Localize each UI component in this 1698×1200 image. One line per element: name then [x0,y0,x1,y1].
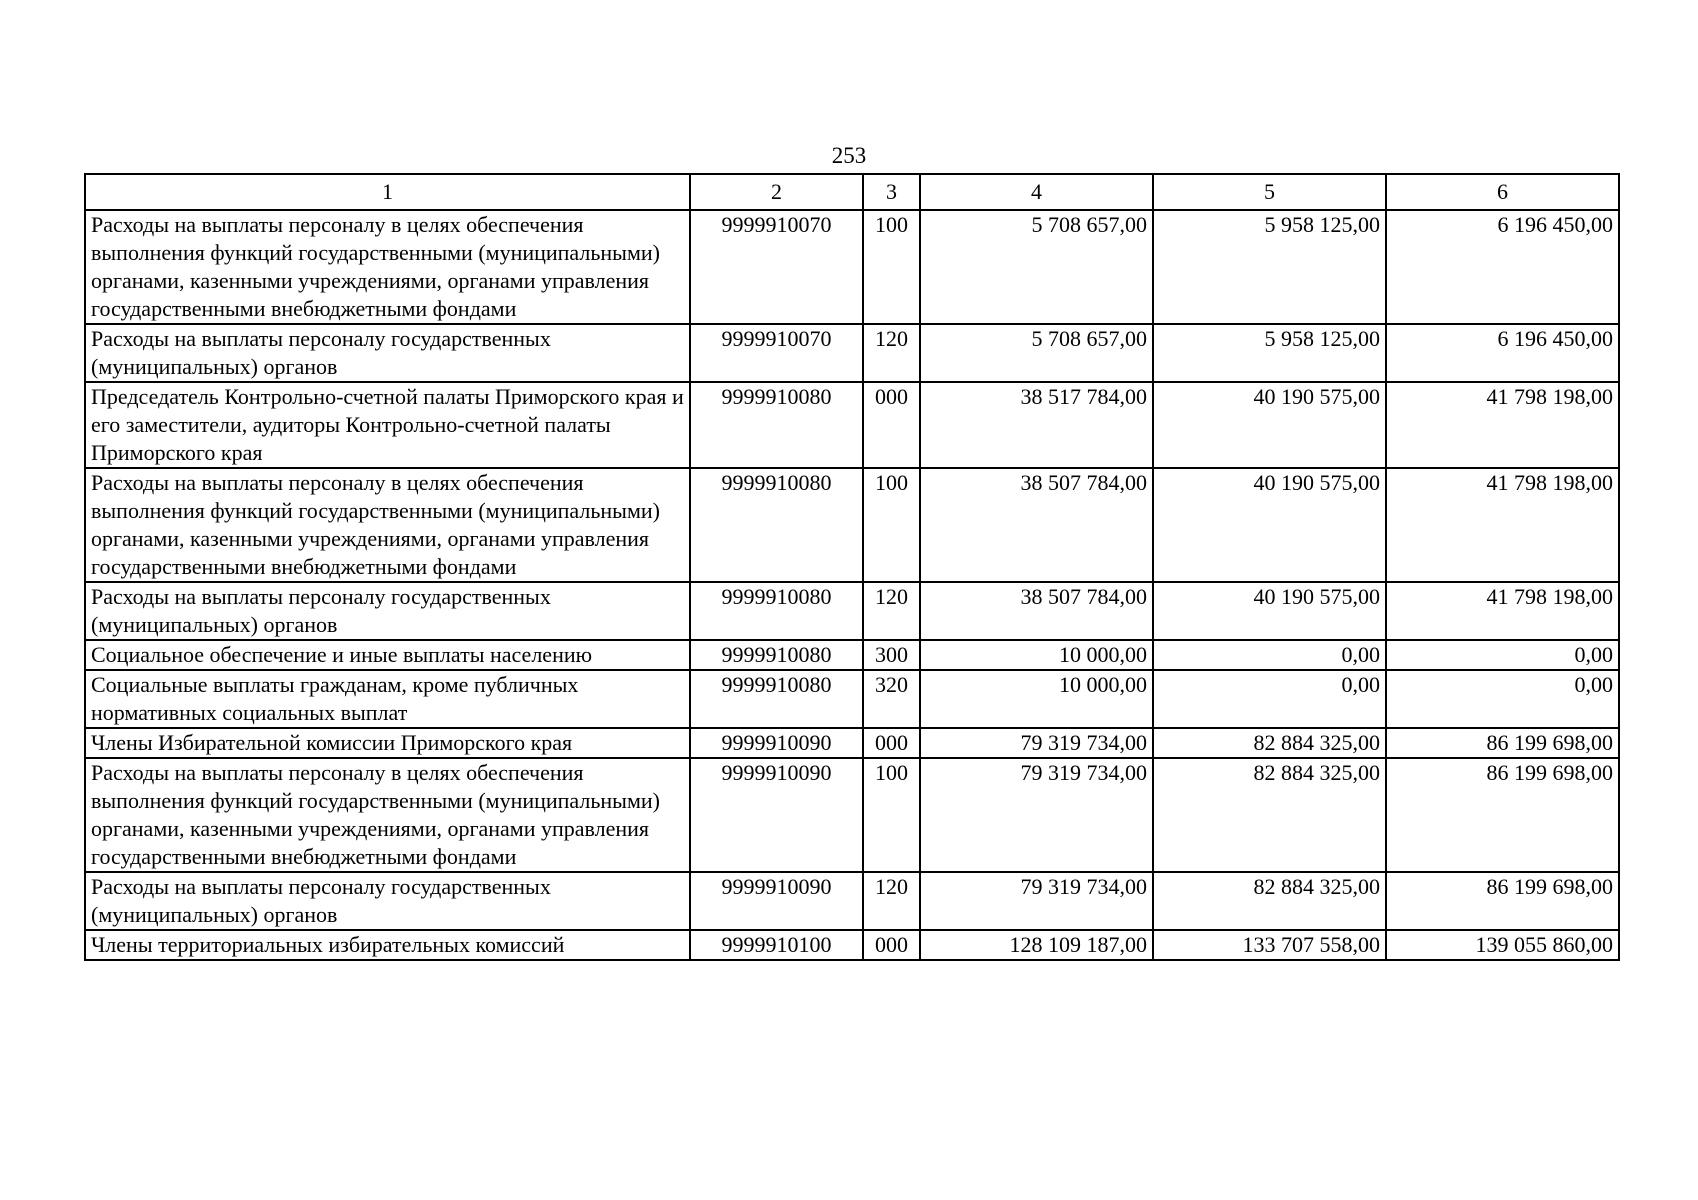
row-value-col6: 86 199 698,00 [1386,872,1619,930]
column-header: 3 [863,174,920,210]
table-row [85,728,1619,758]
table-row [85,640,1619,670]
row-expense-type: 100 [863,210,920,324]
row-expense-type: 320 [863,670,920,728]
page-number: 253 [831,143,867,168]
row-name: Председатель Контрольно-счетной палаты Приморского края и его заместители, аудиторы Контрольно-счетной палаты Приморского края [85,382,690,468]
row-expense-type: 100 [863,468,920,582]
row-name: Расходы на выплаты персоналу государственных (муниципальных) органов [85,324,690,382]
row-name: Члены территориальных избирательных комиссий [85,930,690,960]
row-value-col4: 38 517 784,00 [920,382,1153,468]
row-name: Расходы на выплаты персоналу государственных (муниципальных) органов [85,582,690,640]
row-expense-type: 000 [863,728,920,758]
table-row [85,468,1619,582]
row-name: Расходы на выплаты персоналу в целях обеспечения выполнения функций государственными (муниципальными) органами, казенными учреждениями, органами управления государственными внебюджетными фондами [85,758,690,872]
column-header: 4 [920,174,1153,210]
row-name: Социальное обеспечение и иные выплаты населению [85,640,690,670]
row-code: 9999910080 [690,640,863,670]
row-value-col5: 40 190 575,00 [1153,382,1386,468]
row-code: 9999910080 [690,468,863,582]
row-value-col4: 79 319 734,00 [920,758,1153,872]
row-expense-type: 100 [863,758,920,872]
row-code: 9999910070 [690,210,863,324]
row-code: 9999910070 [690,324,863,382]
row-code: 9999910090 [690,758,863,872]
row-value-col6: 0,00 [1386,670,1619,728]
row-value-col4: 5 708 657,00 [920,210,1153,324]
column-header: 2 [690,174,863,210]
row-expense-type: 120 [863,582,920,640]
row-value-col5: 82 884 325,00 [1153,758,1386,872]
row-value-col4: 10 000,00 [920,640,1153,670]
row-value-col4: 5 708 657,00 [920,324,1153,382]
row-value-col6: 0,00 [1386,640,1619,670]
row-name: Члены Избирательной комиссии Приморского края [85,728,690,758]
row-value-col4: 79 319 734,00 [920,872,1153,930]
row-value-col5: 40 190 575,00 [1153,468,1386,582]
row-value-col5: 0,00 [1153,670,1386,728]
table-row [85,582,1619,640]
row-value-col6: 86 199 698,00 [1386,758,1619,872]
row-value-col6: 41 798 198,00 [1386,382,1619,468]
row-value-col6: 6 196 450,00 [1386,324,1619,382]
row-value-col4: 38 507 784,00 [920,582,1153,640]
row-value-col5: 40 190 575,00 [1153,582,1386,640]
row-value-col5: 82 884 325,00 [1153,728,1386,758]
row-code: 9999910080 [690,670,863,728]
row-value-col5: 82 884 325,00 [1153,872,1386,930]
row-code: 9999910090 [690,728,863,758]
table-row [85,872,1619,930]
row-code: 9999910090 [690,872,863,930]
row-value-col4: 128 109 187,00 [920,930,1153,960]
column-header: 5 [1153,174,1386,210]
table-row [85,670,1619,728]
row-name: Социальные выплаты гражданам, кроме публичных нормативных социальных выплат [85,670,690,728]
row-value-col4: 79 319 734,00 [920,728,1153,758]
table-row [85,758,1619,872]
budget-table [84,173,1620,961]
column-header: 6 [1386,174,1619,210]
table-header-row [85,174,1619,210]
row-name: Расходы на выплаты персоналу государственных (муниципальных) органов [85,872,690,930]
table-row [85,324,1619,382]
column-header: 1 [85,174,690,210]
row-value-col6: 6 196 450,00 [1386,210,1619,324]
row-expense-type: 000 [863,930,920,960]
row-code: 9999910100 [690,930,863,960]
row-value-col6: 41 798 198,00 [1386,582,1619,640]
row-name: Расходы на выплаты персоналу в целях обеспечения выполнения функций государственными (муниципальными) органами, казенными учреждениями, органами управления государственными внебюджетными фондами [85,210,690,324]
row-expense-type: 300 [863,640,920,670]
row-name: Расходы на выплаты персоналу в целях обеспечения выполнения функций государственными (муниципальными) органами, казенными учреждениями, органами управления государственными внебюджетными фондами [85,468,690,582]
row-value-col5: 0,00 [1153,640,1386,670]
row-value-col4: 10 000,00 [920,670,1153,728]
row-expense-type: 120 [863,324,920,382]
table-row [85,382,1619,468]
row-code: 9999910080 [690,582,863,640]
row-value-col5: 5 958 125,00 [1153,324,1386,382]
table-row [85,210,1619,324]
row-code: 9999910080 [690,382,863,468]
row-expense-type: 000 [863,382,920,468]
row-value-col6: 41 798 198,00 [1386,468,1619,582]
row-value-col6: 139 055 860,00 [1386,930,1619,960]
row-expense-type: 120 [863,872,920,930]
row-value-col6: 86 199 698,00 [1386,728,1619,758]
table-row [85,930,1619,960]
row-value-col5: 5 958 125,00 [1153,210,1386,324]
row-value-col4: 38 507 784,00 [920,468,1153,582]
row-value-col5: 133 707 558,00 [1153,930,1386,960]
